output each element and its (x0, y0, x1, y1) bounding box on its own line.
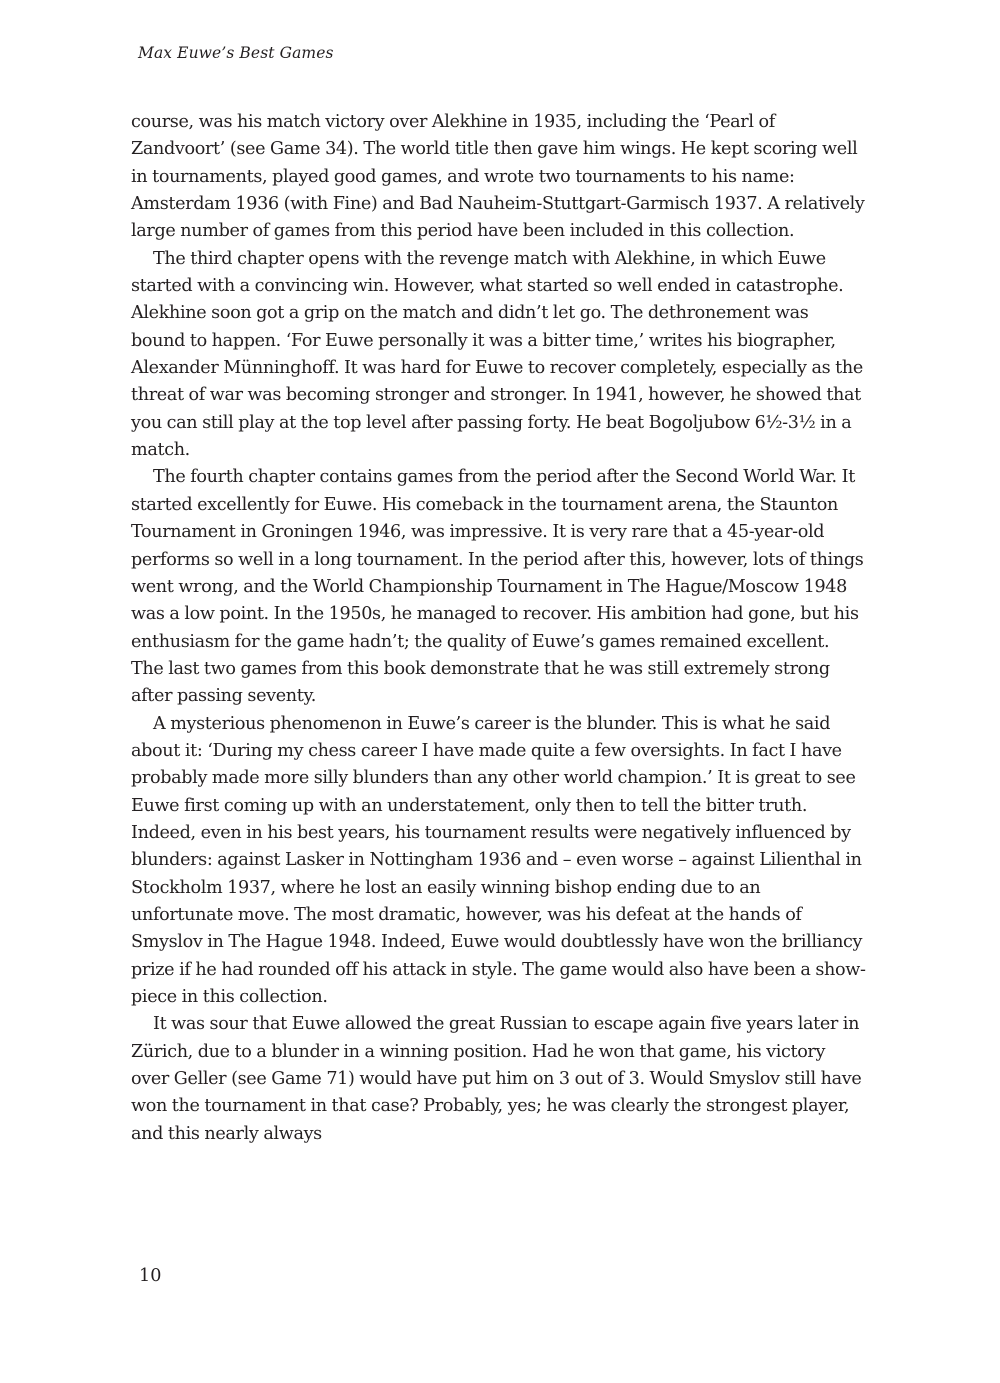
body-text (131, 109, 866, 1148)
paragraph: The fourth chapter contains games from the period after the Second World War. It started excellently for Euwe. His comeback in the tournament arena, the Staunton Tournament in Groningen 1946, was impressive. It is very rare that a 45-year-old performs so well in a long tournament. In the period after this, however, lots of things went wrong, and the World Championship Tournament in The Hague/Moscow 1948 was a low point. In the 1950s, he managed to recover. His ambition had gone, but his enthusiasm for the game hadn’t; the quality of Euwe’s games remained excellent. The last two games from this book demonstrate that he was still extremely strong after passing seventy. (131, 467, 864, 707)
page-number: 10 (139, 1266, 162, 1286)
paragraph: The third chapter opens with the revenge match with Alekhine, in which Euwe started with a convincing win. However, what started so well ended in catastrophe. Alekhine soon got a grip on the match and didn’t let go. The dethronement was bound to happen. ‘For Euwe personally it was a bitter time,’ writes his biographer, Alexander Münninghoff. It was hard for Euwe to recover completely, especially as the threat of war was becoming stronger and stronger. In 1941, however, he showed that you can still play at the top level after passing forty. He beat Bogoljubow 6½-3½ in a match. (131, 248, 863, 461)
paragraph: It was sour that Euwe allowed the great Russian to escape again five years later in Zürich, due to a blunder in a winning position. Had he won that game, his victory over Geller (see Game 71) would have put him on 3 out of 3. Would Smyslov still have won the tournament in that case? Probably, yes; he was clearly the strongest player, and this nearly always (131, 1014, 862, 1144)
paragraph: A mysterious phenomenon in Euwe’s career is the blunder. This is what he said about it: ‘During my chess career I have made quite a few oversights. In fact I have probably made more silly blunders than any other world champion.’ It is great to see Euwe first coming up with an understatement, only then to tell the bitter truth. Indeed, even in his best years, his tournament results were negatively influenced by blunders: against Lasker in Nottingham 1936 and – even worse – against Lilienthal in Stockholm 1937, where he lost an easily winning bishop ending due to an unfortunate move. The most dramatic, however, was his defeat at the hands of Smyslov in The Hague 1948. Indeed, Euwe would doubtlessly have won the brilliancy prize if he had rounded off his attack in style. The game would also have been a show-piece in this collection. (131, 713, 866, 1007)
running-head: Max Euwe’s Best Games (138, 44, 334, 62)
paragraph: course, was his match victory over Alekhine in 1935, including the ‘Pearl of Zandvoort’ (see Game 34). The world title then gave him wings. He kept scoring well in tournaments, played good games, and wrote two tournaments to his name: Amsterdam 1936 (with Fine) and Bad Nauheim-Stuttgart-Garmisch 1937. A relatively large number of games from this period have been included in this collection. (131, 112, 865, 242)
